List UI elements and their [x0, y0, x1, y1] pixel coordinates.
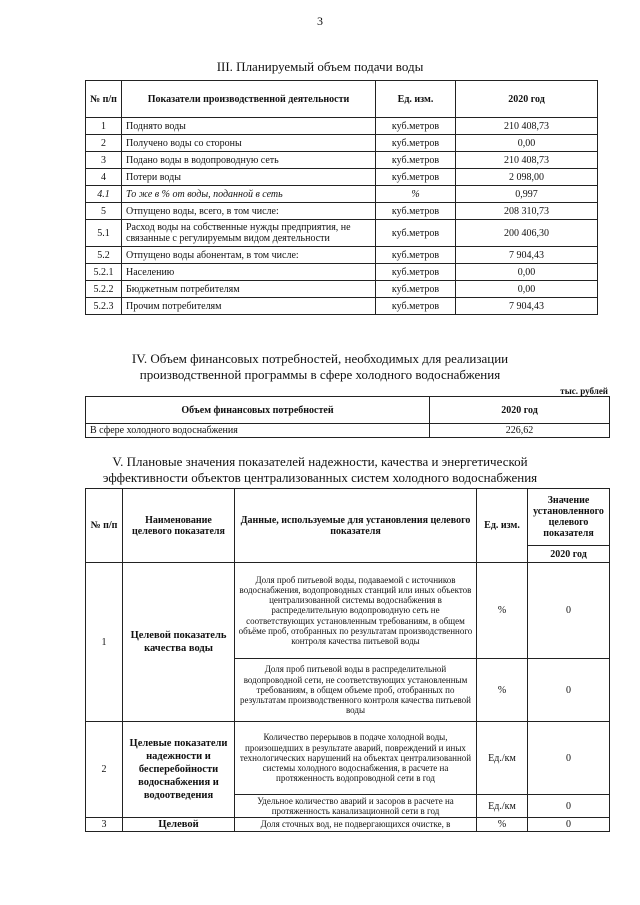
- row-num: 4.1: [86, 186, 122, 203]
- row-num: 5.2.3: [86, 298, 122, 315]
- row-unit: куб.метров: [376, 152, 456, 169]
- table-row: [86, 247, 598, 264]
- row-value: 200 406,30: [456, 220, 598, 247]
- row-num: 2: [86, 135, 122, 152]
- header-data: Данные, используемые для установления целевого показателя: [235, 489, 477, 563]
- header-value: Значение установленного целевого показателя: [528, 489, 610, 546]
- header-year: 2020 год: [430, 397, 610, 424]
- row-unit: куб.метров: [376, 203, 456, 220]
- indicator-value: 0: [528, 795, 610, 818]
- header-unit: Ед. изм.: [477, 489, 528, 563]
- section-4-title-line1: IV. Объем финансовых потребностей, необходимых для реализации: [131, 351, 509, 366]
- indicator-data: Доля проб питьевой воды в распределительной водопроводной сети, не соответствующих установленным требованиям, в общем объеме проб, отобранных по результатам производственного контроля качества питьевой воды: [235, 659, 477, 722]
- table-row: [86, 135, 598, 152]
- row-num: 1: [86, 118, 122, 135]
- row-value: 0,00: [456, 281, 598, 298]
- row-indicator: Поднято воды: [122, 118, 376, 135]
- indicator-unit: %: [477, 563, 528, 659]
- row-num: 5.1: [86, 220, 122, 247]
- row-unit: куб.метров: [376, 247, 456, 264]
- indicator-value: 0: [528, 818, 610, 832]
- table-row: [86, 264, 598, 281]
- row-unit: %: [376, 186, 456, 203]
- table-row: [86, 169, 598, 186]
- indicator-value: 0: [528, 722, 610, 795]
- table-header-row: [86, 81, 598, 118]
- page-number: 3: [317, 14, 323, 28]
- group-name: Целевой показатель качества воды: [123, 563, 235, 722]
- row-unit: куб.метров: [376, 169, 456, 186]
- row-value: 7 904,43: [456, 247, 598, 264]
- row-num: 5: [86, 203, 122, 220]
- indicator-value: 0: [528, 563, 610, 659]
- table-header-row: [86, 489, 610, 546]
- indicator-unit: %: [477, 659, 528, 722]
- header-year: 2020 год: [456, 81, 598, 118]
- table-row: [86, 563, 610, 659]
- indicator-data: Доля проб питьевой воды, подаваемой с источников водоснабжения, водопроводных станций или иных объектов централизованной системы водоснабжения в распределительную водопроводную сеть не соответствующих установленным требованиям, в общем объёме проб, отобранных по результатам производственного контроля качества питьевой воды: [235, 563, 477, 659]
- row-unit: куб.метров: [376, 135, 456, 152]
- indicator-unit: Ед./км: [477, 722, 528, 795]
- table-row: [86, 118, 598, 135]
- indicator-unit: %: [477, 818, 528, 832]
- table-row: [86, 186, 598, 203]
- table-row: [86, 220, 598, 247]
- row-unit: куб.метров: [376, 118, 456, 135]
- group-name: Целевой: [123, 818, 235, 832]
- row-indicator: Подано воды в водопроводную сеть: [122, 152, 376, 169]
- row-unit: куб.метров: [376, 298, 456, 315]
- header-num: № п/п: [86, 81, 122, 118]
- water-volume-table: [85, 80, 598, 315]
- financial-needs-table: [85, 396, 610, 438]
- row-value: 0,997: [456, 186, 598, 203]
- indicator-value: 0: [528, 659, 610, 722]
- group-name: Целевые показатели надежности и бесперебойности водоснабжения и водоотведения: [123, 722, 235, 818]
- row-indicator: Расход воды на собственные нужды предприятия, не связанные с регулируемым видом деятельности: [122, 220, 376, 247]
- group-num: 3: [86, 818, 123, 832]
- table-row: [86, 424, 610, 438]
- row-value: 208 310,73: [456, 203, 598, 220]
- header-unit: Ед. изм.: [376, 81, 456, 118]
- row-unit: куб.метров: [376, 281, 456, 298]
- financial-row-name: В сфере холодного водоснабжения: [86, 424, 430, 438]
- table-row: [86, 203, 598, 220]
- row-num: 3: [86, 152, 122, 169]
- header-name: Наименование целевого показателя: [123, 489, 235, 563]
- row-value: 0,00: [456, 264, 598, 281]
- row-num: 5.2.2: [86, 281, 122, 298]
- unit-note: тыс. рублей: [560, 386, 608, 396]
- financial-row-value: 226,62: [430, 424, 610, 438]
- row-value: 2 098,00: [456, 169, 598, 186]
- header-financial-needs: Объем финансовых потребностей: [86, 397, 430, 424]
- header-indicator: Показатели производственной деятельности: [122, 81, 376, 118]
- group-num: 2: [86, 722, 123, 818]
- row-value: 0,00: [456, 135, 598, 152]
- target-indicators-table: [85, 488, 610, 832]
- row-value: 210 408,73: [456, 118, 598, 135]
- section-5-title-line1: V. Плановые значения показателей надежности, качества и энергетической: [112, 454, 528, 469]
- row-num: 5.2.1: [86, 264, 122, 281]
- header-num: № п/п: [86, 489, 123, 563]
- row-indicator: Бюджетным потребителям: [122, 281, 376, 298]
- indicator-data: Доля сточных вод, не подвергающихся очистке, в: [235, 818, 477, 832]
- table-row: [86, 298, 598, 315]
- group-num: 1: [86, 563, 123, 722]
- header-year: 2020 год: [528, 546, 610, 563]
- row-indicator: То же в % от воды, поданной в сеть: [122, 186, 376, 203]
- row-unit: куб.метров: [376, 264, 456, 281]
- row-indicator: Отпущено воды абонентам, в том числе:: [122, 247, 376, 264]
- row-indicator: Прочим потребителям: [122, 298, 376, 315]
- table-row: [86, 152, 598, 169]
- section-3-title: III. Планируемый объем подачи воды: [216, 59, 424, 74]
- row-num: 4: [86, 169, 122, 186]
- indicator-unit: Ед./км: [477, 795, 528, 818]
- section-5-title-line2: эффективности объектов централизованных систем холодного водоснабжения: [102, 470, 538, 485]
- row-unit: куб.метров: [376, 220, 456, 247]
- row-indicator: Потери воды: [122, 169, 376, 186]
- indicator-data: Удельное количество аварий и засоров в расчете на протяженность канализационной сети в год: [235, 795, 477, 818]
- row-num: 5.2: [86, 247, 122, 264]
- row-indicator: Отпущено воды, всего, в том числе:: [122, 203, 376, 220]
- section-4-title-line2: производственной программы в сфере холодного водоснабжения: [139, 367, 501, 382]
- row-indicator: Получено воды со стороны: [122, 135, 376, 152]
- table-header-row: [86, 397, 610, 424]
- row-indicator: Населению: [122, 264, 376, 281]
- indicator-data: Количество перерывов в подаче холодной воды, произошедших в результате аварий, повреждений и иных технологических нарушений на объектах централизованной системы холодного водоснабжения, в расчете на протяженность водопроводной сети в год: [235, 722, 477, 795]
- row-value: 7 904,43: [456, 298, 598, 315]
- table-row: [86, 281, 598, 298]
- table-row: [86, 818, 610, 832]
- row-value: 210 408,73: [456, 152, 598, 169]
- table-row: [86, 722, 610, 795]
